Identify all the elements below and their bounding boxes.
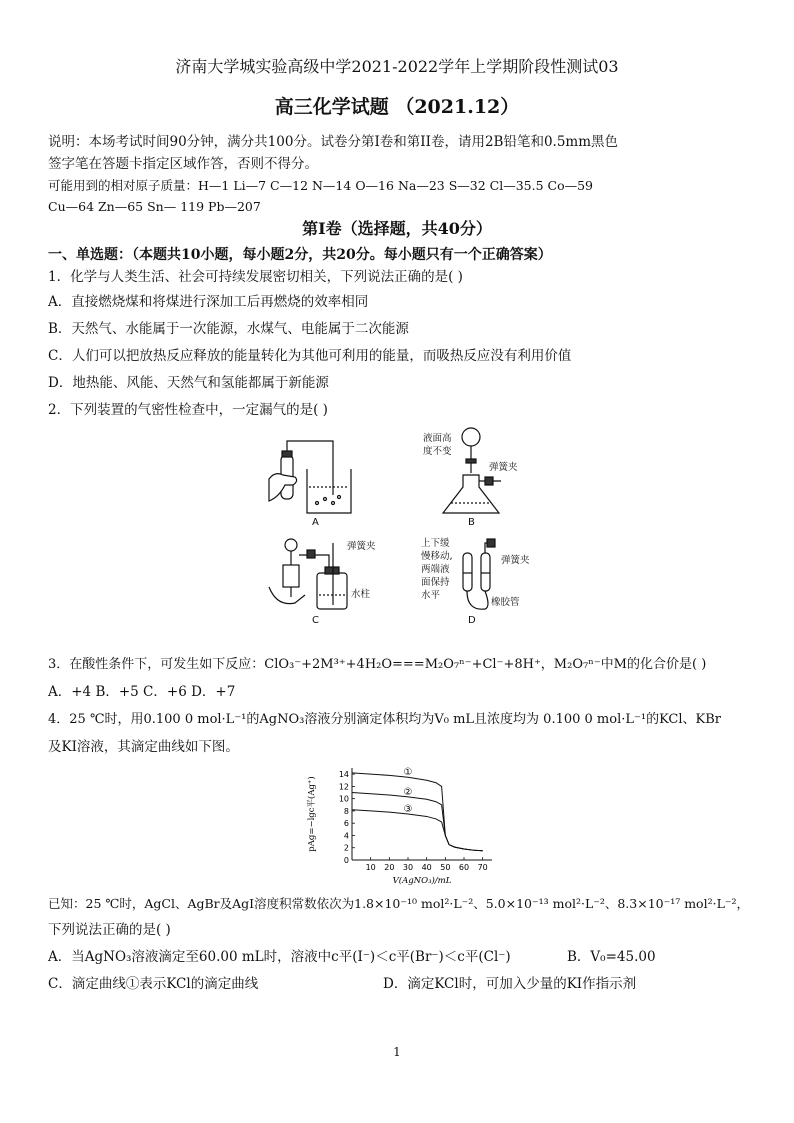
fig-label-c: C bbox=[312, 615, 319, 626]
y-tick-label: 4 bbox=[343, 831, 349, 841]
q4-known-1: 已知：25 ℃时，AgCl、AgBr及AgI溶度积常数依次为1.8×10⁻¹⁰ mol²·L⁻²、5.0×10⁻¹³ mol²·L⁻²、8.3×10⁻¹⁷ mol²·L⁻²， bbox=[48, 896, 749, 911]
x-tick-label: 10 bbox=[365, 863, 376, 872]
y-tick-label: 8 bbox=[343, 806, 349, 816]
d-note-1: 上下缓 bbox=[421, 538, 450, 549]
titration-chart bbox=[300, 760, 500, 888]
series-label: ③ bbox=[403, 804, 413, 815]
atomic-mass-line-1: 可能用到的相对原子质量：H—1 Li—7 C—12 N—14 O—16 Na—23 S—32 Cl—35.5 Co—59 bbox=[48, 178, 594, 193]
d-note-2: 慢移动, bbox=[421, 551, 453, 562]
d-tube-label: 橡胶管 bbox=[491, 597, 520, 608]
section-heading: 一、单选题：（本题共10小题，每小题2分，共20分。每小题只有一个正确答案） bbox=[48, 247, 552, 263]
series-line bbox=[352, 810, 483, 851]
d-note-3: 两端液 bbox=[421, 564, 450, 575]
q4-stem-1: 4．25 ℃时，用0.100 0 mol·L⁻¹的AgNO₃溶液分别滴定体积均为V₀ mL且浓度均为 0.100 0 mol·L⁻¹的KCl、KBr bbox=[48, 712, 722, 727]
x-tick-label: 40 bbox=[421, 863, 432, 872]
q1-stem: 1．化学与人类生活、社会可持续发展密切相关，下列说法正确的是( ) bbox=[48, 269, 463, 285]
page-title: 高三化学试题 （2021.12） bbox=[274, 96, 520, 118]
atomic-mass-line-2: Cu—64 Zn—65 Sn— 119 Pb—207 bbox=[48, 199, 261, 214]
intro-line-1: 说明：本场考试时间90分钟，满分共100分。试卷分第I卷和第II卷，请用2B铅笔和0.5mm黑色 bbox=[48, 134, 619, 150]
page-number: 1 bbox=[393, 1045, 401, 1059]
apparatus-a bbox=[269, 441, 351, 513]
q1-option-a: A．直接燃烧煤和将煤进行深加工后再燃烧的效率相同 bbox=[48, 294, 369, 310]
q1-option-d: D．地热能、风能、天然气和氢能都属于新能源 bbox=[48, 375, 329, 391]
q4-stem-2: 及KI溶液，其滴定曲线如下图。 bbox=[48, 739, 239, 755]
apparatus-figure bbox=[255, 425, 545, 635]
x-tick-label: 50 bbox=[440, 863, 451, 872]
series-line bbox=[352, 793, 483, 851]
x-tick-label: 20 bbox=[384, 863, 395, 872]
q2-stem: 2．下列装置的气密性检查中，一定漏气的是( ) bbox=[48, 402, 328, 418]
q4-known-2: 下列说法正确的是( ) bbox=[48, 922, 171, 938]
x-axis-label: V(AgNO₃)/mL bbox=[392, 876, 452, 886]
y-tick-label: 2 bbox=[343, 843, 349, 853]
x-tick-label: 30 bbox=[402, 863, 414, 872]
b-note-1: 液面高 bbox=[423, 433, 452, 444]
d-note-4: 面保持 bbox=[421, 577, 450, 588]
series-line bbox=[352, 773, 483, 851]
q3-options: A．+4 B．+5 C．+6 D．+7 bbox=[48, 684, 236, 700]
series-label: ① bbox=[403, 767, 413, 779]
q3-stem: 3．在酸性条件下，可发生如下反应：ClO₃⁻+2M³⁺+4H₂O===M₂O₇ⁿ⁻+Cl⁻+8H⁺，M₂O₇ⁿ⁻中M的化合价是( ) bbox=[48, 657, 707, 672]
y-tick-label: 10 bbox=[338, 794, 349, 804]
q4-option-a: A．当AgNO₃溶液滴定至60.00 mL时，溶液中c平(I⁻)＜c平(Br⁻)＜c平(Cl⁻) bbox=[48, 949, 511, 965]
q1-option-b: B．天然气、水能属于一次能源，水煤气、电能属于二次能源 bbox=[48, 321, 409, 337]
series-label: ② bbox=[403, 786, 413, 798]
x-tick-label: 60 bbox=[458, 863, 470, 872]
q4-option-d: D．滴定KCl时，可加入少量的KI作指示剂 bbox=[383, 976, 637, 992]
fig-label-b: B bbox=[468, 517, 475, 528]
c-clip-label: 弹簧夹 bbox=[347, 541, 376, 552]
school-header: 济南大学城实验高级中学2021-2022学年上学期阶段性测试03 bbox=[175, 57, 619, 76]
y-axis-label: pAg=−lgc平(Ag⁺) bbox=[307, 776, 317, 852]
c-water-label: 水柱 bbox=[351, 589, 371, 600]
fig-label-a: A bbox=[312, 517, 319, 528]
x-tick-label: 70 bbox=[477, 863, 488, 872]
q4-option-c: C．滴定曲线①表示KCl的滴定曲线 bbox=[48, 976, 259, 992]
intro-line-2: 签字笔在答题卡指定区域作答，否则不得分。 bbox=[48, 156, 318, 172]
y-tick-label: 6 bbox=[343, 819, 349, 829]
fig-label-d: D bbox=[468, 615, 476, 626]
q1-option-c: C．人们可以把放热反应释放的能量转化为其他可利用的能量，而吸热反应没有利用价值 bbox=[48, 348, 572, 364]
apparatus-c bbox=[269, 539, 347, 609]
b-clip-label: 弹簧夹 bbox=[489, 462, 518, 473]
d-clip-label: 弹簧夹 bbox=[501, 555, 530, 566]
y-tick-label: 12 bbox=[338, 782, 349, 792]
d-note-5: 水平 bbox=[421, 590, 441, 601]
q4-option-b: B．V₀=45.00 bbox=[567, 949, 656, 965]
y-tick-label: 14 bbox=[338, 770, 349, 780]
part1-title: 第I卷（选择题，共40分） bbox=[302, 219, 492, 238]
y-tick-label: 0 bbox=[343, 856, 349, 865]
b-note-2: 度不变 bbox=[423, 446, 452, 457]
